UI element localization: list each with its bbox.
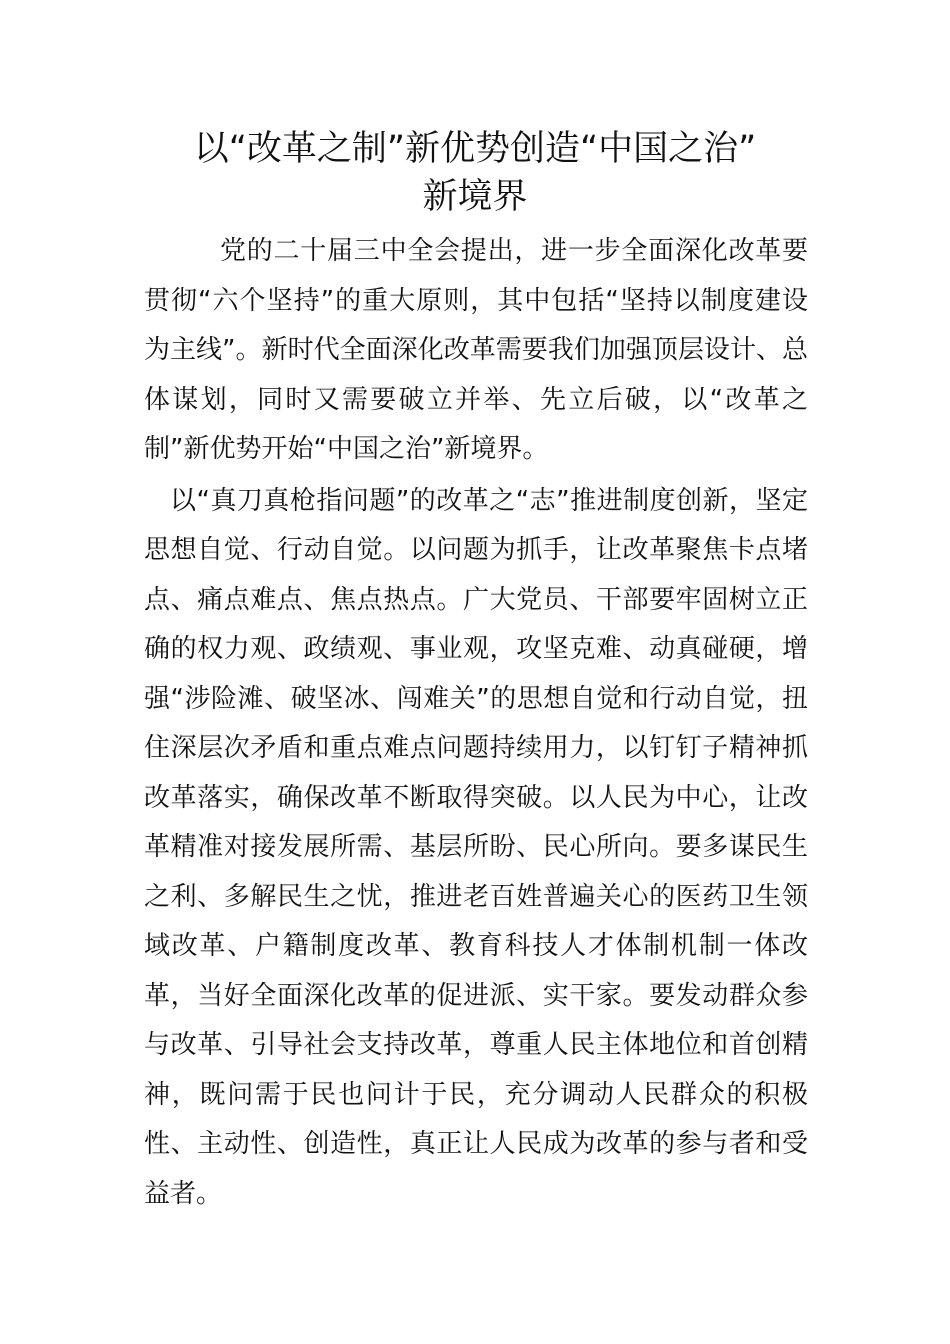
document-title	[140, 125, 810, 221]
paragraph-intro: 党的二十届三中全会提出，进一步全面深化改革要贯彻“六个坚持”的重大原则，其中包括“坚持以制度建设为主线”。新时代全面深化改革需要我们加强顶层设计、总体谋划，同时又需要破立并举、先立后破，以“改革之制”新优势开始“中国之治”新境界。	[144, 236, 808, 464]
title-line-1: 以“改革之制”新优势创造“中国之治”	[193, 129, 757, 169]
paragraph-reform-will: 以“真刀真枪指问题”的改革之“志”推进制度创新，坚定思想自觉、行动自觉。以问题为抓手，让改革聚焦卡点堵点、痛点难点、焦点热点。广大党员、干部要牢固树立正确的权力观、政绩观、事业观，攻坚克难、动真碰硬，增强“涉险滩、破坚冰、闯难关”的思想自觉和行动自觉，扭住深层次矛盾和重点难点问题持续用力，以钉钉子精神抓改革落实，确保改革不断取得突破。以人民为中心，让改革精准对接发展所需、基层所盼、民心所向。要多谋民生之利、多解民生之忧，推进老百姓普遍关心的医药卫生领域改革、户籍制度改革、教育科技人才体制机制一体改革，当好全面深化改革的促进派、实干家。要发动群众参与改革、引导社会支持改革，尊重人民主体地位和首创精神，既问需于民也问计于民，充分调动人民群众的积极性、主动性、创造性，真正让人民成为改革的参与者和受益者。	[144, 485, 808, 1209]
title-line-2: 新境界	[422, 177, 528, 217]
document-body	[144, 227, 808, 1219]
